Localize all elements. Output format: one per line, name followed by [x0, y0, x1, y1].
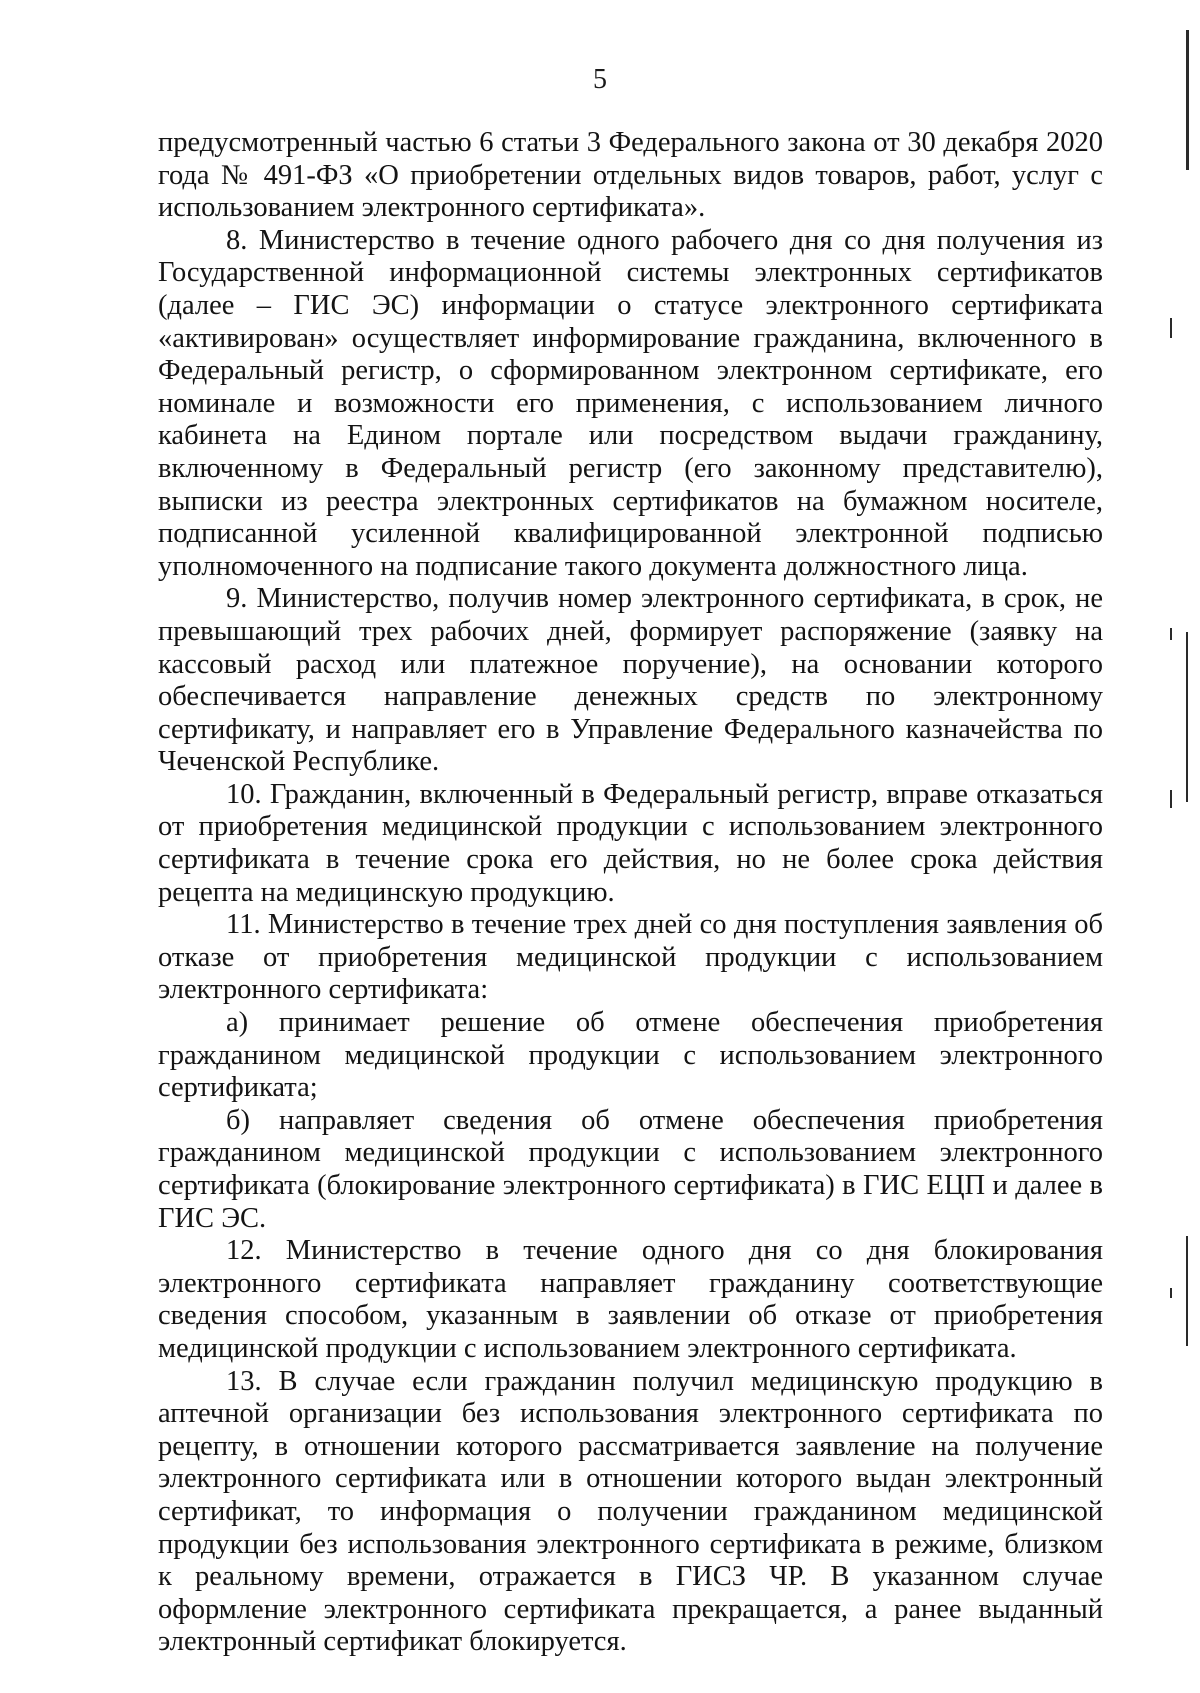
paragraph-11-a: а) принимает решение об отмене обеспечения приобретения гражданином медицинской продукции с использованием электронного сертификата;: [158, 1007, 1103, 1104]
paragraph-11-b: б) направляет сведения об отмене обеспечения приобретения гражданином медицинской продукции с использованием электронного сертификата (блокирование электронного сертификата) в ГИС ЕЦП и далее в ГИС ЭС.: [158, 1104, 1103, 1234]
paragraph-9: 9. Министерство, получив номер электронного сертификата, в срок, не превышающий трех рабочих дней, формирует распоряжение (заявку на кассовый расход или платежное поручение), на основании которого обеспечивается направление денежных средств по электронному сертификату, и направляет его в Управление Федерального казначейства по Чеченской Республике.: [158, 583, 1103, 778]
page-number: 5: [593, 64, 607, 95]
scan-edge-mark: [1186, 1236, 1188, 1346]
paragraph-13: 13. В случае если гражданин получил медицинскую продукцию в аптечной организации без использования электронного сертификата по рецепту, в отношении которого рассматривается заявление на получение электронного сертификата или в отношении которого выдан электронный сертификат, то информация о получении гражданином медицинской продукции без использования электронного сертификата в режиме, близком к реальному времени, отражается в ГИСЗ ЧР. В указанном случае оформление электронного сертификата прекращается, а ранее выданный электронный сертификат блокируется.: [158, 1365, 1103, 1658]
scan-edge-mark: [1170, 790, 1172, 808]
scan-edge-mark: [1170, 318, 1172, 338]
scan-edge-mark: [1186, 30, 1189, 170]
scan-edge-mark: [1170, 1288, 1172, 1298]
scan-edge-mark: [1170, 628, 1172, 640]
paragraph-10: 10. Гражданин, включенный в Федеральный регистр, вправе отказаться от приобретения медицинской продукции с использованием электронного сертификата в течение срока его действия, но не более срока действия рецепта на медицинскую продукцию.: [158, 778, 1103, 908]
paragraph-11: 11. Министерство в течение трех дней со дня поступления заявления об отказе от приобретения медицинской продукции с использованием электронного сертификата:: [158, 909, 1103, 1006]
paragraph-8: 8. Министерство в течение одного рабочего дня со дня получения из Государственной информационной системы электронных сертификатов (далее – ГИС ЭС) информации о статусе электронного сертификата «активирован» осуществляет информирование гражданина, включенного в Федеральный регистр, о сформированном электронном сертификате, его номинале и возможности его применения, с использованием личного кабинета на Едином портале или посредством выдачи гражданину, включенному в Федеральный регистр (его законному представителю), выписки из реестра электронных сертификатов на бумажном носителе, подписанной усиленной квалифицированной электронной подписью уполномоченного на подписание такого документа должностного лица.: [158, 224, 1103, 582]
document-body: [158, 127, 1103, 1659]
paragraph-12: 12. Министерство в течение одного дня со дня блокирования электронного сертификата направляет гражданину соответствующие сведения способом, указанным в заявлении об отказе от приобретения медицинской продукции с использованием электронного сертификата.: [158, 1235, 1103, 1364]
scan-edge-mark: [1186, 632, 1188, 802]
paragraph-continuation: предусмотренный частью 6 статьи 3 Федерального закона от 30 декабря 2020 года № 491-ФЗ «О приобретении отдельных видов товаров, работ, услуг с использованием электронного сертификата».: [158, 127, 1103, 224]
